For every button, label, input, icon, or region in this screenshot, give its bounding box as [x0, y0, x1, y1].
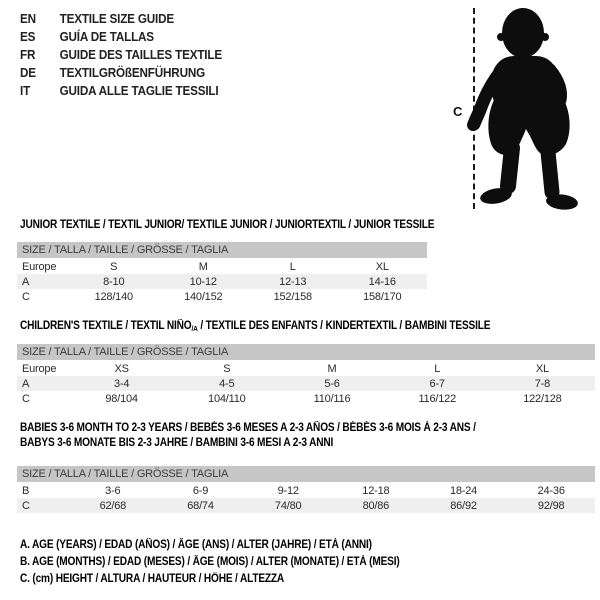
table-row — [17, 391, 595, 406]
size-cell: 128/140 — [94, 290, 133, 303]
size-cell: 18-24 — [449, 484, 478, 497]
size-cell: 92/98 — [537, 499, 565, 512]
table-row — [17, 498, 595, 513]
section-title-children — [20, 320, 490, 332]
row-label: B — [22, 484, 30, 497]
size-cell: 140/152 — [184, 290, 223, 303]
size-cell: M — [198, 260, 208, 273]
language-code: FR — [20, 46, 36, 62]
table-row — [17, 483, 595, 498]
size-cell: 152/158 — [273, 290, 312, 303]
size-cell: 110/116 — [313, 392, 351, 405]
section-title-junior: JUNIOR TEXTILE / TEXTIL JUNIOR/ TEXTILE JUNIOR / JUNIORTEXTIL / JUNIOR TESSILE — [20, 219, 435, 231]
babies-size-table — [17, 466, 595, 513]
size-cell: S — [223, 362, 231, 375]
size-cell: 74/80 — [274, 499, 302, 512]
size-cell: 80/86 — [362, 499, 390, 512]
footnote-a: A. AGE (YEARS) / EDAD (AÑOS) / ÂGE (ANS) / ALTER (JAHRE) / ETÀ (ANNI) — [20, 538, 372, 551]
language-code: ES — [20, 28, 36, 44]
footnotes — [20, 536, 451, 587]
language-title: GUÍA DE TALLAS — [59, 28, 154, 44]
row-label: A — [22, 275, 30, 288]
size-cell: 7-8 — [534, 377, 551, 390]
table-row — [17, 259, 427, 274]
size-cell: 3-6 — [105, 484, 121, 497]
size-cell: 98/104 — [105, 392, 138, 405]
language-title: GUIDE DES TAILLES TEXTILE — [59, 46, 222, 62]
language-row — [20, 27, 222, 45]
row-label: A — [22, 377, 30, 390]
size-cell: 122/128 — [523, 392, 562, 405]
size-cell: S — [110, 260, 118, 273]
size-cell: 9-12 — [277, 484, 299, 497]
size-cell: 86/92 — [450, 499, 477, 512]
title-line: BABIES 3-6 MONTH TO 2-3 YEARS / BEBÉS 3-6 MESES A 2-3 AÑOS / BÉBÉS 3-6 MOIS À 2-3 ANS / — [20, 422, 476, 434]
section-title-babies — [20, 421, 476, 451]
size-cell: 24-36 — [537, 484, 565, 497]
title-part: / TEXTILE DES ENFANTS / KINDERTEXTIL / BAMBINI TESSILE — [197, 320, 491, 332]
size-cell: 14-16 — [368, 275, 396, 288]
size-cell: 158/170 — [363, 290, 402, 303]
language-row — [20, 45, 222, 63]
title-line: BABYS 3-6 MONATE BIS 2-3 JAHRE / BAMBINI 3-6 MESI A 2-3 ANNI — [20, 437, 334, 449]
size-header-label: SIZE / TALLA / TAILLE / GRÖSSE / TAGLIA — [22, 468, 229, 480]
language-row — [20, 63, 222, 81]
row-label: Europe — [22, 362, 57, 375]
size-cell: 12-13 — [279, 275, 307, 288]
language-code: DE — [20, 64, 36, 80]
language-row — [20, 9, 222, 27]
title-subscript: /A — [191, 324, 198, 333]
table-row — [17, 361, 595, 376]
row-label: C — [22, 392, 30, 405]
footnote-b: B. AGE (MONTHS) / EDAD (MESES) / ÂGE (MOIS) / ALTER (MONATE) / ETÀ (MESI) — [20, 555, 400, 568]
language-title: TEXTILGRÖßENFÜHRUNG — [59, 64, 206, 80]
language-code: IT — [20, 82, 31, 98]
size-header-bar — [17, 344, 595, 360]
language-code: EN — [20, 10, 36, 26]
size-cell: L — [289, 260, 296, 273]
language-title: GUIDA ALLE TAGLIE TESSILI — [59, 82, 219, 98]
children-size-table — [17, 344, 595, 406]
size-header-label: SIZE / TALLA / TAILLE / GRÖSSE / TAGLIA — [22, 346, 229, 358]
title-part: CHILDREN'S TEXTILE / TEXTIL NIÑO — [20, 320, 192, 332]
size-cell: M — [327, 362, 337, 375]
size-cell: XL — [375, 260, 389, 273]
size-header-bar — [17, 466, 595, 482]
baby-silhouette — [440, 0, 600, 215]
language-title: TEXTILE SIZE GUIDE — [59, 10, 175, 26]
row-label: C — [22, 499, 30, 512]
size-cell: 68/74 — [187, 499, 214, 512]
size-cell: 4-5 — [219, 377, 235, 390]
table-row — [17, 289, 427, 304]
junior-size-table — [17, 242, 427, 304]
size-cell: XL — [535, 362, 549, 375]
size-cell: 5-6 — [324, 377, 340, 390]
footnote-c: C. (cm) HEIGHT / ALTURA / HAUTEUR / HÖHE / ALTEZZA — [20, 572, 285, 585]
size-cell: 6-9 — [192, 484, 209, 497]
table-row — [17, 376, 595, 391]
size-cell: 12-18 — [362, 484, 390, 497]
size-cell: 6-7 — [429, 377, 445, 390]
size-header-label: SIZE / TALLA / TAILLE / GRÖSSE / TAGLIA — [22, 244, 229, 256]
language-list — [20, 9, 244, 99]
table-row — [17, 274, 427, 289]
size-cell: 62/68 — [99, 499, 127, 512]
size-cell: 116/122 — [418, 392, 456, 405]
size-cell: 10-12 — [189, 275, 217, 288]
size-cell: XS — [114, 362, 129, 375]
size-cell: 104/110 — [208, 392, 246, 405]
language-row — [20, 81, 222, 99]
size-cell: 8-10 — [103, 275, 125, 288]
size-cell: 3-4 — [113, 377, 130, 390]
height-measure-label: C — [453, 104, 463, 119]
size-cell: L — [434, 362, 441, 375]
row-label: Europe — [22, 260, 57, 273]
row-label: C — [22, 290, 30, 303]
size-header-bar — [17, 242, 427, 258]
